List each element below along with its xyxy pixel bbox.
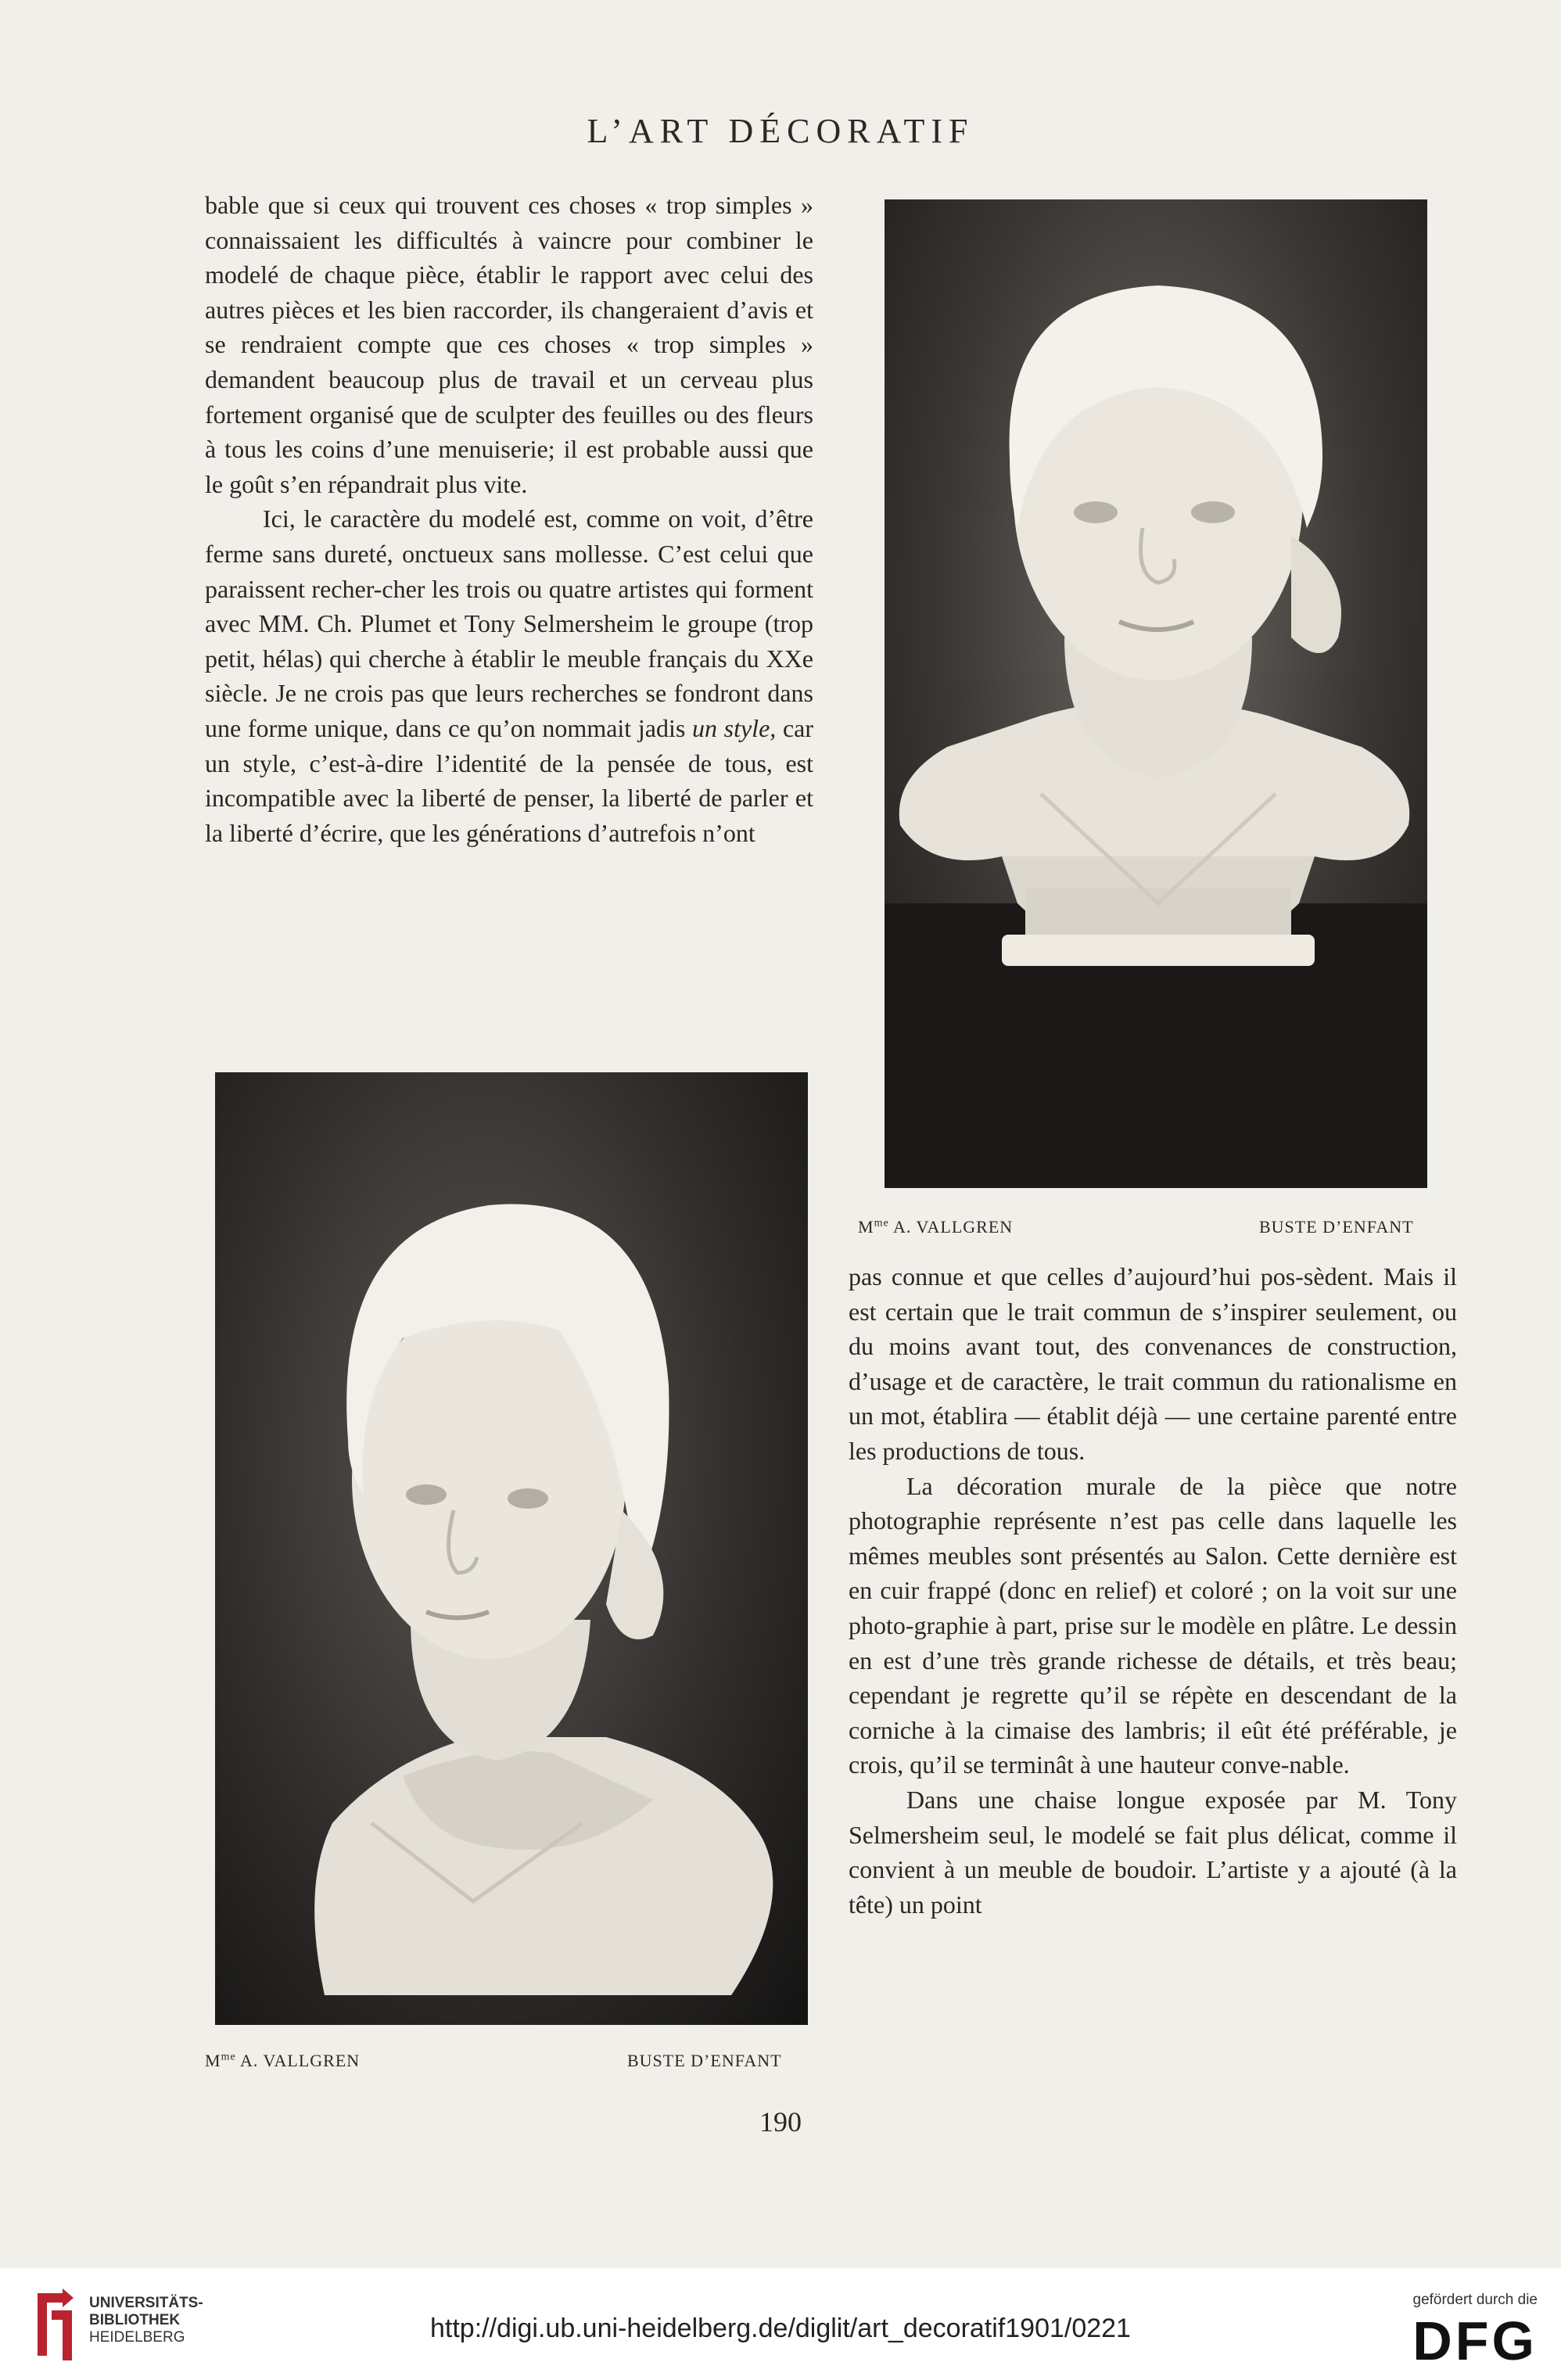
funding-label: gefördert durch die [1412,2292,1538,2308]
university-library-name: UNIVERSITÄTS- BIBLIOTHEK HEIDELBERG [89,2295,203,2346]
paragraph: Dans une chaise longue exposée par M. Tony Selmersheim seul, le modelé se fait plus délicat, comme il convient à un meuble de boudoir. L’artiste y a ajouté (à la tête) un point [849,1785,1457,1919]
paragraph: La décoration murale de la pièce que notre photographie représente n’est pas celle dans laquelle les mêmes meubles sont présentés au Salon. Cette dernière est en cuir frappé (donc en relief) et coloré ; on la voit sur une photo-graphie à part, prise sur le modèle en plâtre. Le dessin en est d’une très grande richesse de détails, et très beau; cependant je regrette qu’il se répète en descendant de la corniche à la cimaise des lambris; il eût été préférable, je crois, qu’il se terminât à une hauteur conve-nable. [849,1471,1457,1779]
text-column-right [849,1259,1457,1922]
bust-illustration [885,199,1427,1188]
dfg-logo: DFG [1412,2310,1538,2371]
paragraph: bable que si ceux qui trouvent ces choses « trop simples » connaissaient les difficultés à vaincre pour combiner le modelé de chaque pièce, établir le rapport avec celui des autres pièces et les bien raccorder, ils changeraient d’avis et se rendraient compte que ces choses « trop simples » demandent beaucoup plus de travail et un cerveau plus fortement organisé que de sculpter des feuilles ou des fleurs à tous les coins d’une menuiserie; il est probable aussi que le goût s’en répandrait plus vite. [205,191,813,498]
running-title: L’ART DÉCORATIF [587,112,974,150]
digitization-footer [0,2268,1561,2380]
bust-illustration [215,1072,808,2025]
photo-bust-bottom [215,1072,808,2025]
paragraph: pas connue et que celles d’aujourd’hui pos-sèdent. Mais il est certain que le trait commun de s’inspirer seulement, ou du moins avant tout, des convenances de construction, d’usage et de caractère, le trait commun du rationalisme en un mot, établira — établit déjà — une certaine parenté entre les productions de tous. [849,1262,1457,1465]
figure-caption-title: BUSTE D’ENFANT [1259,1217,1414,1237]
page-number: 190 [759,2106,802,2138]
figure-caption-author: $M^{me}$ A. VALLGREN [858,1217,1014,1237]
paragraph: Ici, le caractère du modelé est, comme on voit, d’être ferme sans dureté, onctueux sans mollesse. C’est celui que paraissent recher-cher les trois ou quatre artistes qui forment avec MM. Ch. Plumet et Tony Selmersheim le groupe (trop petit, hélas) qui cherche à établir le meuble français du XXe siècle. Je ne crois pas que leurs recherches se fondront dans une forme unique, dans ce qu’on nommait jadis un style, car un style, c’est-à-dire l’identité de la pensée de tous, est incompatible avec la liberté de penser, la liberté de parler et la liberté d’écrire, que les générations d’autrefois n’ont [205,504,814,847]
text-column-left [205,188,813,850]
figure-caption-title: BUSTE D’ENFANT [627,2051,782,2070]
photo-bust-top [885,199,1427,1188]
source-url-link[interactable]: http://digi.ub.uni-heidelberg.de/diglit/art_decoratif1901/0221 [430,2314,1131,2343]
italic-phrase: un style, [691,713,777,742]
figure-caption-author: $M^{me}$ A. VALLGREN [205,2051,361,2070]
